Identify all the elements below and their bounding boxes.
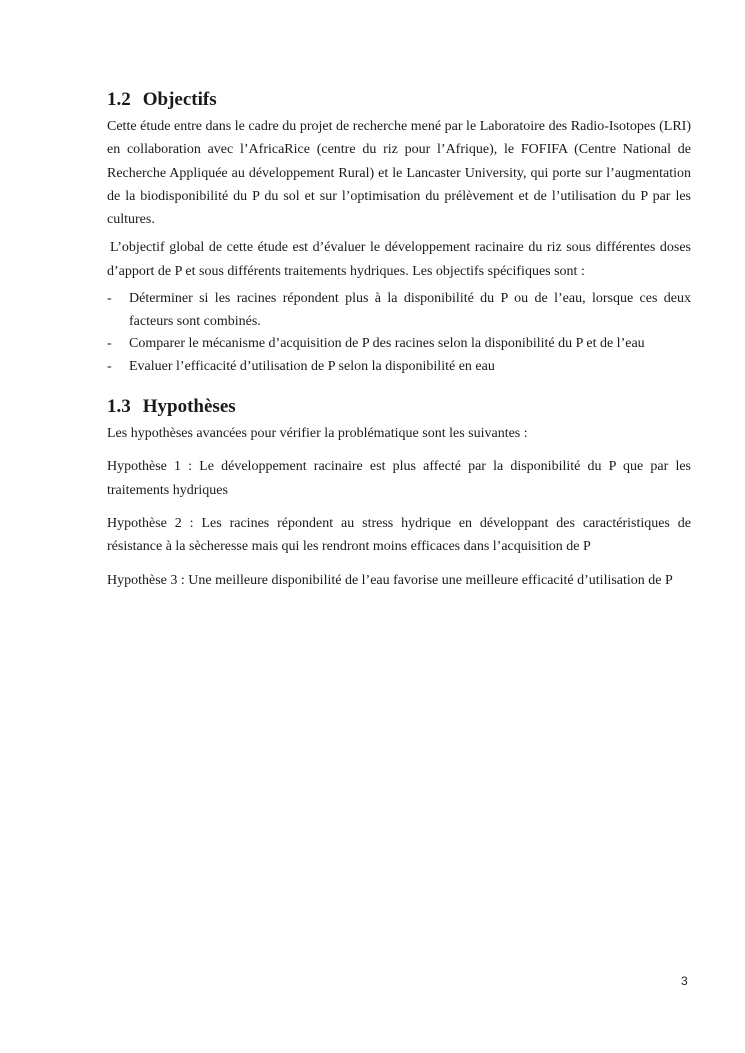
objectifs-paragraph-global: L’objectif global de cette étude est d’évaluer le développement racinaire du riz sous différentes doses d’apport de P et sous différents traitements hydriques. Les objectifs spécifiques sont : (107, 240, 691, 279)
bullet-marker: - (107, 291, 112, 307)
section-title: Objectifs (142, 89, 217, 110)
bullet-marker: - (107, 358, 112, 374)
page-number: 3 (681, 974, 688, 988)
objectifs-paragraph-context: Cette étude entre dans le cadre du projet de recherche mené par le Laboratoire des Radio-Isotopes (LRI) en collaboration avec l’AfricaRice (centre du riz pour l’Afrique), le FOFIFA (Centre National de Recherche Appliquée au développement Rural) et le Lancaster University, qui porte sur l’augmentation de la biodisponibilité du P du sol et sur l’optimisation du prélèvement et de l’utilisation du P par les cultures. (107, 119, 691, 228)
section-heading-hypotheses (107, 395, 691, 419)
list-item (107, 333, 691, 356)
hypotheses-intro: Les hypothèses avancées pour vérifier la problématique sont les suivantes : (107, 426, 528, 442)
section-number: 1.2 (107, 89, 131, 110)
specific-objectives-list (107, 288, 691, 378)
section-number: 1.3 (107, 396, 131, 418)
list-item-text: Déterminer si les racines répondent plus à la disponibilité du P ou de l’eau, lorsque ces deux facteurs sont combinés. (129, 291, 691, 329)
list-item-text: Evaluer l’efficacité d’utilisation de P selon la disponibilité en eau (129, 358, 495, 374)
section-spacer (107, 378, 691, 395)
hypothesis-3: Hypothèse 3 : Une meilleure disponibilité de l’eau favorise une meilleure efficacité d’utilisation de P (107, 572, 673, 588)
hypothesis-2: Hypothèse 2 : Les racines répondent au stress hydrique en développant des caractéristiques de résistance à la sècheresse mais qui les rendront moins efficaces dans l’acquisition de P (107, 515, 691, 555)
bullet-marker: - (107, 336, 112, 352)
section-title: Hypothèses (142, 396, 236, 418)
list-item (107, 356, 691, 379)
hypothesis-1: Hypothèse 1 : Le développement racinaire est plus affecté par la disponibilité du P que par les traitements hydriques (107, 459, 691, 498)
list-item (107, 288, 691, 333)
section-heading-objectifs (107, 88, 691, 112)
list-item-text: Comparer le mécanisme d’acquisition de P des racines selon la disponibilité du P et de l’eau (129, 336, 645, 352)
document-page (107, 88, 691, 602)
